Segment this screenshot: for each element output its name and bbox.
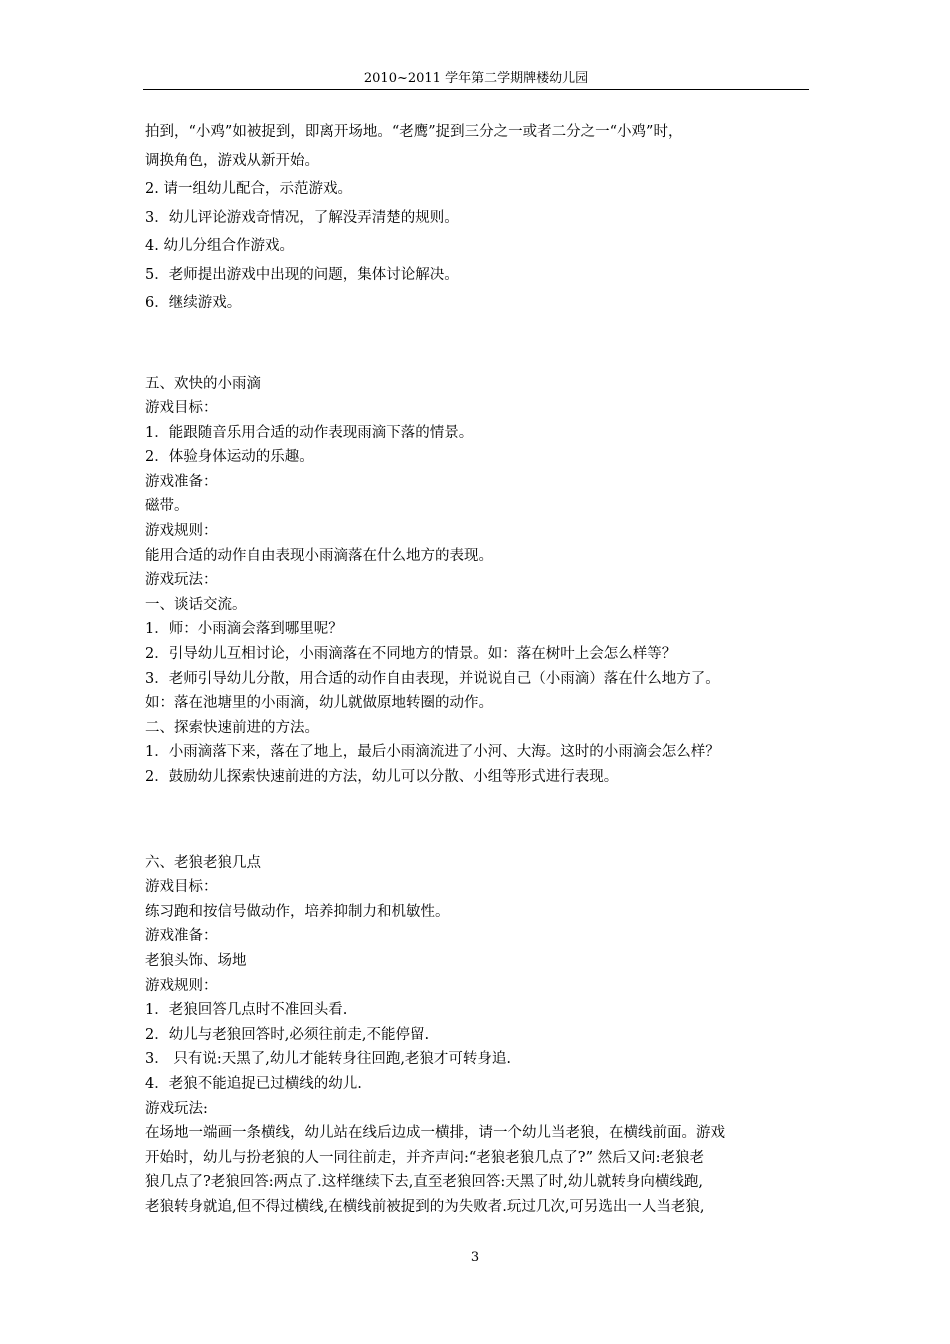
paragraph-line: 练习跑和按信号做动作，培养抑制力和机敏性。 [145,903,450,920]
subheading: 游戏规则： [145,977,218,994]
subheading: 二、探索快速前进的方法。 [145,719,319,736]
intro-block [145,118,810,318]
subheading: 游戏玩法: [145,1100,208,1117]
paragraph-line: 狼几点了?老狼回答:两点了.这样继续下去,直至老狼回答:天黑了时,幼儿就转身向横线跑, [145,1174,703,1191]
section-title: 五、欢快的小雨滴 [145,375,261,392]
list-item: 1．老狼回答几点时不准回头看. [145,1002,348,1019]
list-item: 4. 幼儿分组合作游戏。 [145,238,294,254]
list-item: 1．小雨滴落下来，落在了地上，最后小雨滴流进了小河、大海。这时的小雨滴会怎么样？ [145,744,720,761]
paragraph-line: 老狼头饰、场地 [145,952,247,969]
subheading: 游戏规则： [145,523,218,540]
list-item: 2．引导幼儿互相讨论，小雨滴落在不同地方的情景。如：落在树叶上会怎么样等？ [145,646,677,663]
list-item: 1．能跟随音乐用合适的动作表现雨滴下落的情景。 [145,424,474,441]
paragraph-line: 在场地一端画一条横线，幼儿站在线后边成一横排，请一个幼儿当老狼，在横线前面。游戏 [145,1125,725,1142]
list-item: 2．体验身体运动的乐趣。 [145,449,314,466]
paragraph-line: 老狼转身就追,但不得过横线,在横线前被捉到的为失败者.玩过几次,可另选出一人当老狼, [145,1198,705,1215]
paragraph-line: 能用合适的动作自由表现小雨滴落在什么地方的表现。 [145,547,493,564]
paragraph-line: 开始时，幼儿与扮老狼的人一同往前走，并齐声问:“老狼老狼几点了?” 然后又问:老狼老 [145,1149,704,1166]
subheading: 游戏准备： [145,928,218,945]
list-item: 3．老师引导幼儿分散，用合适的动作自由表现，并说说自己（小雨滴）落在什么地方了。 [145,670,720,687]
list-item: 5．老师提出游戏中出现的问题，集体讨论解决。 [145,266,459,283]
list-item: 3． 只有说:天黑了,幼儿才能转身往回跑,老狼才可转身追. [145,1051,512,1068]
subheading: 游戏准备： [145,473,218,490]
page-header: 2010~2011 学年第二学期牌楼幼儿园 [363,71,589,86]
subheading: 游戏目标： [145,879,218,896]
section-spacer [145,318,810,372]
section-spacer [145,790,810,851]
paragraph-line: 拍到，“小鸡”如被捉到，即离开场地。“老鹰”捉到三分之一或者二分之一“小鸡”时， [145,124,683,140]
paragraph-line: 磁带。 [145,498,189,515]
document-body [145,118,810,1220]
header-rule [143,89,809,90]
list-item: 3．幼儿评论游戏奇情况，了解没弄清楚的规则。 [145,209,459,226]
list-item: 2. 请一组幼儿配合，示范游戏。 [145,181,352,197]
subheading: 游戏玩法： [145,572,218,589]
page-number: 3 [470,1250,480,1265]
list-item: 6．继续游戏。 [145,295,242,311]
list-item: 2．鼓励幼儿探索快速前进的方法，幼儿可以分散、小组等形式进行表现。 [145,769,619,785]
list-item: 1．师：小雨滴会落到哪里呢？ [145,621,343,638]
list-item: 4．老狼不能追捉已过横线的幼儿. [145,1075,362,1092]
paragraph-line: 调换角色，游戏从新开始。 [145,152,319,169]
subheading: 一、谈话交流。 [145,596,247,613]
paragraph-line: 如：落在池塘里的小雨滴，幼儿就做原地转圈的动作。 [145,695,493,712]
section-title: 六、老狼老狼几点 [145,854,261,871]
section-6 [145,851,810,1220]
list-item: 2．幼儿与老狼回答时,必须往前走,不能停留. [145,1026,430,1043]
subheading: 游戏目标： [145,400,218,417]
section-5 [145,372,810,790]
